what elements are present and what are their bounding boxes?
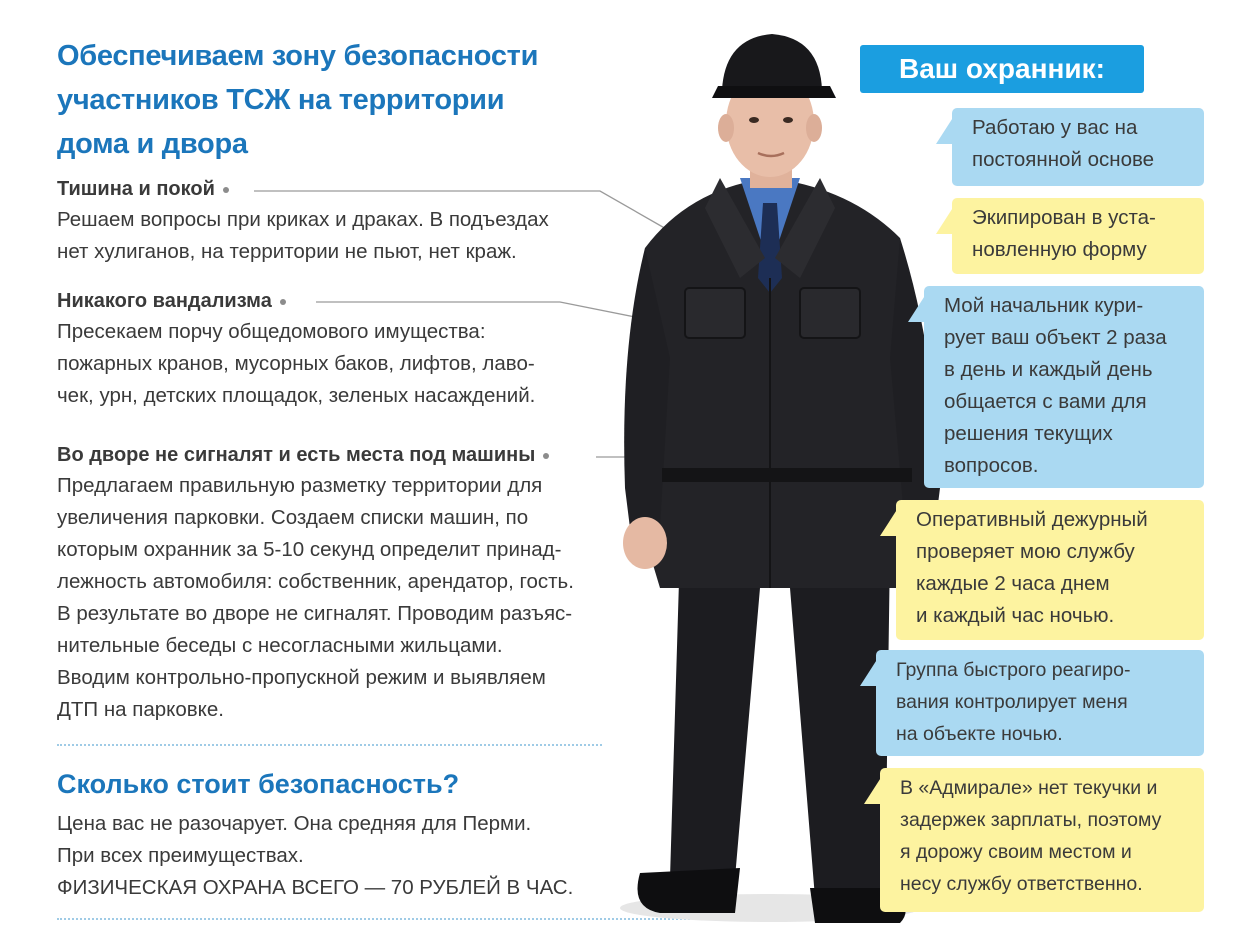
section-line: лежность автомобиля: собственник, арендатор, гость. (57, 570, 574, 593)
section-title: Во дворе не сигналят и есть места под машины (57, 440, 637, 470)
section-line: нет хулиганов, на территории не пьют, нет краж. (57, 240, 517, 263)
section-line: Пресекаем порчу общедомового имущества: (57, 320, 486, 343)
bubble-line: Экипирован в уста- (972, 206, 1156, 229)
section-line: Предлагаем правильную разметку территории для (57, 474, 543, 497)
section-parking (57, 440, 637, 726)
headline-line-3: дома и двора (57, 128, 248, 160)
bubble-line: Оперативный дежурный (916, 508, 1148, 531)
bubble-line: и каждый час ночью. (916, 604, 1115, 627)
section-line: чек, урн, детских площадок, зеленых насаждений. (57, 384, 536, 407)
price-line: ФИЗИЧЕСКАЯ ОХРАНА ВСЕГО — 70 РУБЛЕЙ В ЧАС. (57, 876, 574, 899)
speech-bubble-permanent (952, 108, 1204, 186)
bubble-line: Мой начальник кури- (944, 294, 1144, 317)
section-line: Решаем вопросы при криках и драках. В подъездах (57, 208, 549, 231)
speech-bubble-uniform (952, 198, 1204, 274)
price-line: При всех преимуществах. (57, 844, 304, 867)
leader-dot (223, 187, 229, 193)
speech-bubble-supervisor (924, 286, 1204, 488)
section-quiet (57, 174, 637, 268)
bubble-line: постоянной основе (972, 148, 1155, 171)
section-line: пожарных кранов, мусорных баков, лифтов, лаво- (57, 352, 535, 375)
bubble-line: новленную форму (972, 238, 1147, 261)
bubble-line: В «Адмирале» нет текучки и (900, 777, 1158, 799)
speech-bubble-dispatcher (896, 500, 1204, 640)
bubble-line: проверяет мою службу (916, 540, 1135, 563)
price-title: Сколько стоит безопасность? (57, 769, 460, 799)
section-line: Вводим контрольно-пропускной режим и выявляем (57, 666, 546, 689)
divider (57, 744, 602, 746)
leader-dot (543, 453, 549, 459)
price-line: Цена вас не разочарует. Она средняя для Перми. (57, 812, 532, 835)
section-line: В результате во дворе не сигналят. Проводим разъяс- (57, 602, 573, 625)
section-vandalism (57, 286, 637, 412)
bubble-line: вопросов. (944, 454, 1039, 477)
headline-line-1: Обеспечиваем зону безопасности (57, 40, 539, 72)
section-line: которым охранник за 5-10 секунд определит принад- (57, 538, 562, 561)
bubble-line: вания контролирует меня (896, 691, 1128, 713)
bubble-line: каждые 2 часа днем (916, 572, 1110, 595)
section-line: увеличения парковки. Создаем списки машин, по (57, 506, 529, 529)
page-headline (57, 34, 597, 166)
bubble-line: общается с вами для (944, 390, 1147, 413)
bubble-line: решения текущих (944, 422, 1113, 445)
bubble-line: на объекте ночью. (896, 723, 1063, 745)
bubble-line: задержек зарплаты, поэтому (900, 809, 1162, 831)
bubble-line: в день и каждый день (944, 358, 1153, 381)
speech-bubble-admiral (880, 768, 1204, 912)
speech-bubble-rapid-response (876, 650, 1204, 756)
section-line: ДТП на парковке. (57, 698, 224, 721)
bubble-line: Группа быстрого реагиро- (896, 659, 1131, 681)
price-text (57, 808, 573, 904)
headline-line-2: участников ТСЖ на территории (57, 84, 505, 116)
bubble-line: я дорожу своим местом и (900, 841, 1132, 863)
section-title: Никакого вандализма (57, 286, 637, 316)
section-title: Тишина и покой (57, 174, 637, 204)
section-line: нительные беседы с несогласными жильцами. (57, 634, 503, 657)
bubble-line: рует ваш объект 2 раза (944, 326, 1167, 349)
guard-panel-header: Ваш охранник: (860, 45, 1144, 93)
bubble-line: несу службу ответственно. (900, 873, 1143, 895)
bubble-line: Работаю у вас на (972, 116, 1138, 139)
leader-dot (280, 299, 286, 305)
